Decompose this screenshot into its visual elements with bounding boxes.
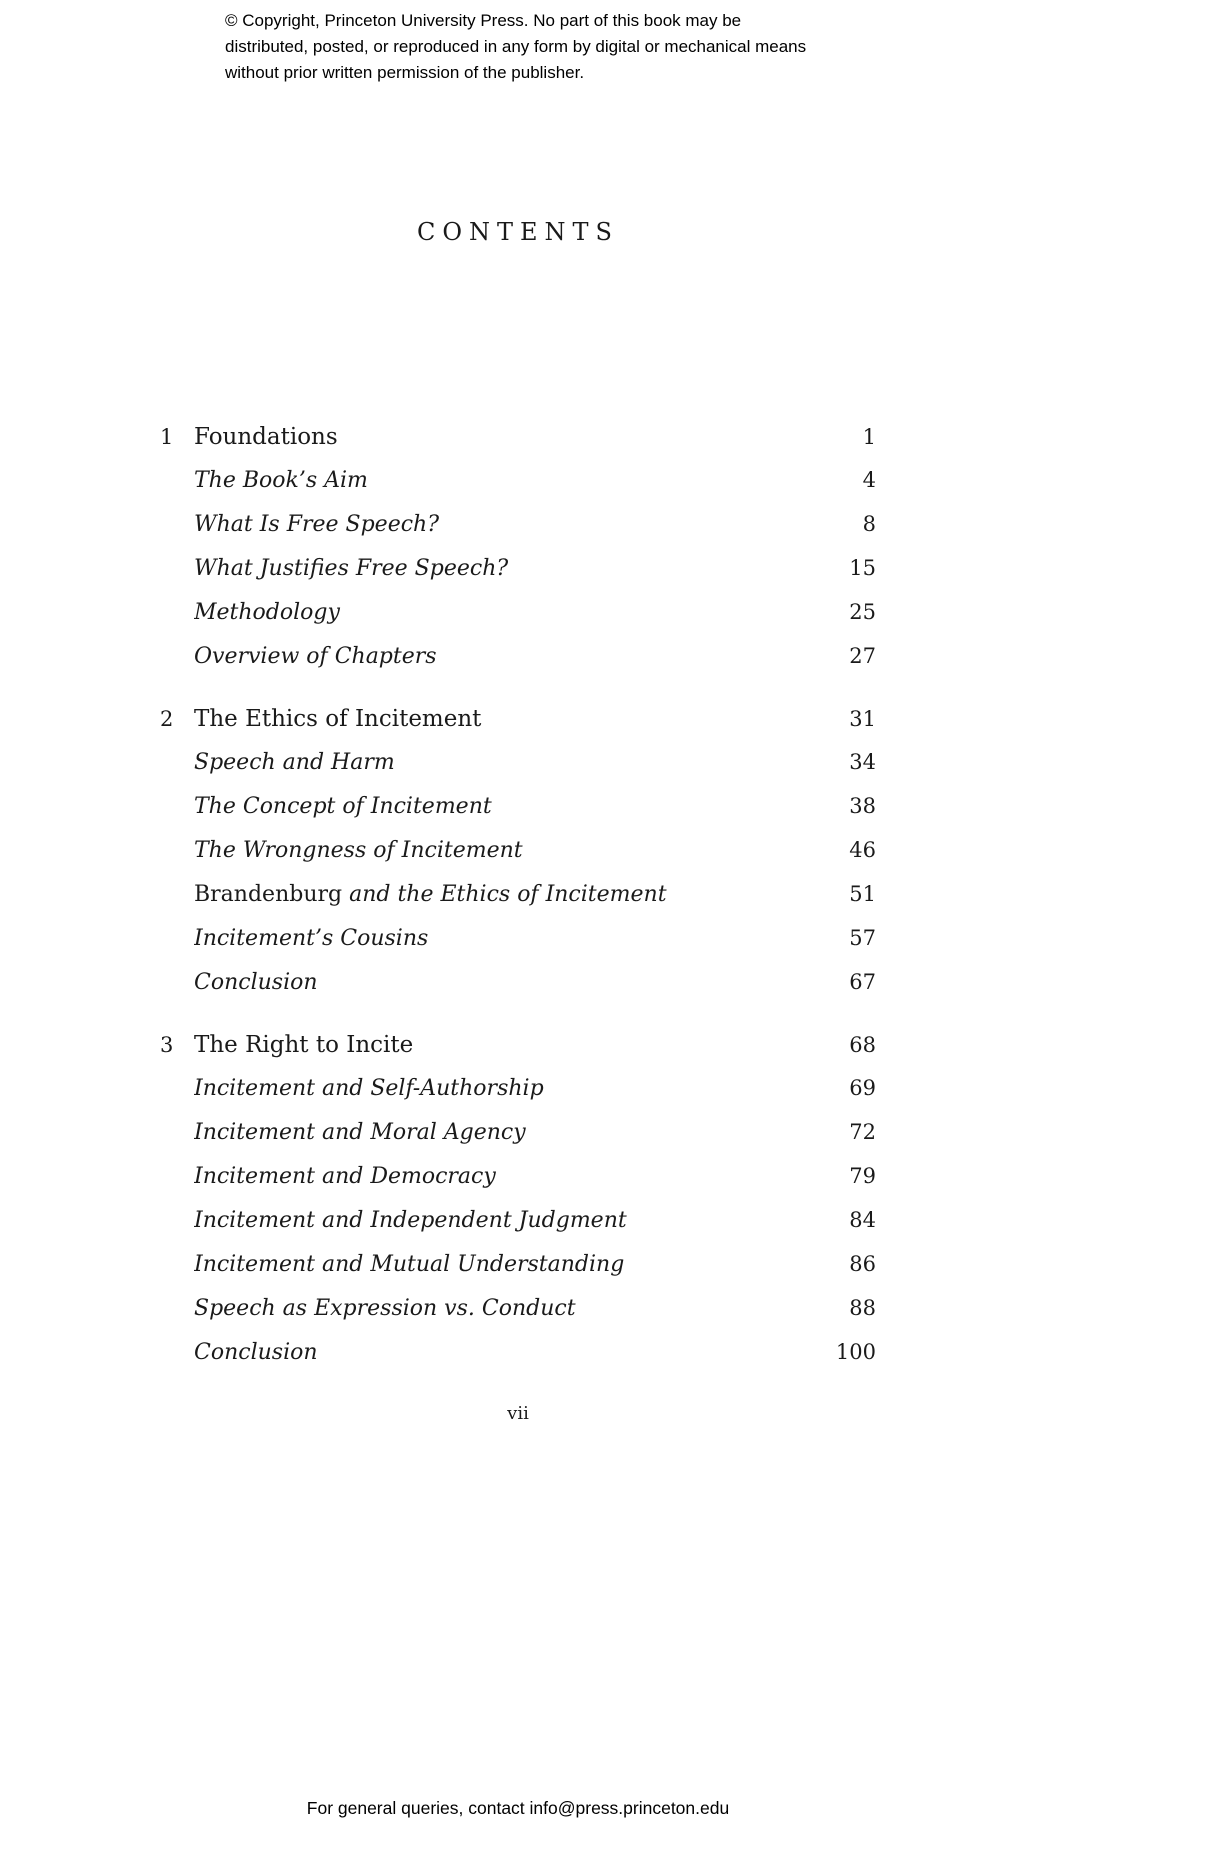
section-title <box>194 1164 832 1189</box>
chapter-title: The Ethics of Incitement <box>194 706 482 732</box>
section-title-part: Incitement’s Cousins <box>194 926 429 951</box>
section-title-part: Brandenburg <box>194 882 350 907</box>
chapter-page-ref: 68 <box>849 1033 876 1057</box>
section-page-ref: 88 <box>849 1296 876 1320</box>
section-title <box>194 1340 832 1365</box>
toc-section-row <box>160 750 876 794</box>
section-title-part: Incitement and Moral Agency <box>194 1120 526 1145</box>
toc-section-row <box>160 926 876 970</box>
section-page-ref: 46 <box>849 838 876 862</box>
section-title-part: The Book’s Aim <box>194 468 368 493</box>
toc-section-row <box>160 512 876 556</box>
section-page-ref: 100 <box>835 1340 876 1364</box>
toc-section-row <box>160 1252 876 1296</box>
page-number: vii <box>507 1403 529 1424</box>
section-page-ref: 38 <box>849 794 876 818</box>
section-title-part: The Wrongness of Incitement <box>194 838 523 863</box>
toc-section-row <box>160 1296 876 1340</box>
section-title <box>194 600 832 625</box>
section-title <box>194 838 832 863</box>
chapter-group <box>160 706 876 1014</box>
section-page-ref: 79 <box>849 1164 876 1188</box>
toc-section-row <box>160 556 876 600</box>
chapter-page-ref: 1 <box>862 425 876 449</box>
toc-section-row <box>160 1120 876 1164</box>
section-page-ref: 15 <box>849 556 876 580</box>
section-title <box>194 926 832 951</box>
section-title-part: Overview of Chapters <box>194 644 437 669</box>
section-title-part: Conclusion <box>194 970 318 995</box>
section-page-ref: 69 <box>849 1076 876 1100</box>
section-page-ref: 8 <box>862 512 876 536</box>
chapter-title: The Right to Incite <box>194 1032 414 1058</box>
section-title <box>194 556 832 581</box>
section-page-ref: 25 <box>849 600 876 624</box>
toc-section-row <box>160 468 876 512</box>
chapter-group <box>160 1032 876 1384</box>
toc-section-row <box>160 1340 876 1384</box>
section-page-ref: 57 <box>849 926 876 950</box>
chapter-title: Foundations <box>194 424 338 450</box>
chapter-number: 3 <box>160 1033 174 1057</box>
section-title <box>194 750 832 775</box>
toc-chapter-row <box>160 1032 876 1076</box>
toc-section-row <box>160 1076 876 1120</box>
section-page-ref: 27 <box>849 644 876 668</box>
section-title <box>194 1252 832 1277</box>
section-title-part: and the Ethics of Incitement <box>349 882 667 907</box>
toc-section-row <box>160 1208 876 1252</box>
section-title <box>194 512 832 537</box>
section-page-ref: 86 <box>849 1252 876 1276</box>
section-title-part: Incitement and Mutual Understanding <box>194 1252 625 1277</box>
section-title <box>194 970 832 995</box>
section-title-part: The Concept of Incitement <box>194 794 492 819</box>
chapter-number: 1 <box>160 425 174 449</box>
section-title-part: Conclusion <box>194 1340 318 1365</box>
footer-contact: For general queries, contact info@press.princeton.edu <box>306 1798 730 1818</box>
section-title-part: Speech as Expression vs. Conduct <box>194 1296 576 1321</box>
section-page-ref: 72 <box>849 1120 876 1144</box>
section-title <box>194 1296 832 1321</box>
chapter-page-ref: 31 <box>849 707 876 731</box>
section-title-part: Incitement and Independent Judgment <box>194 1208 627 1233</box>
toc-section-row <box>160 970 876 1014</box>
chapter-group <box>160 424 876 688</box>
section-page-ref: 51 <box>849 882 876 906</box>
section-title <box>194 882 832 907</box>
section-title-part: Incitement and Democracy <box>194 1164 496 1189</box>
toc-chapter-row <box>160 424 876 468</box>
section-title-part: Incitement and Self-Authorship <box>194 1076 544 1101</box>
table-of-contents <box>160 424 876 1402</box>
section-page-ref: 4 <box>862 468 876 492</box>
section-title <box>194 1120 832 1145</box>
section-title-part: What Is Free Speech? <box>194 512 439 537</box>
section-title <box>194 1208 832 1233</box>
toc-section-row <box>160 644 876 688</box>
section-title-part: Methodology <box>194 600 340 625</box>
toc-section-row <box>160 794 876 838</box>
toc-section-row <box>160 838 876 882</box>
toc-section-row <box>160 1164 876 1208</box>
section-title <box>194 468 832 493</box>
section-title-part: Speech and Harm <box>194 750 395 775</box>
copyright-notice: © Copyright, Princeton University Press. No part of this book may be distributed, posted, or reproduced in any form by digital or mechanical means without prior written permission of the publisher. <box>225 11 807 82</box>
section-title <box>194 1076 832 1101</box>
toc-chapter-row <box>160 706 876 750</box>
section-page-ref: 84 <box>849 1208 876 1232</box>
toc-section-row <box>160 600 876 644</box>
section-title <box>194 644 832 669</box>
toc-section-row <box>160 882 876 926</box>
section-title <box>194 794 832 819</box>
section-page-ref: 34 <box>849 750 876 774</box>
section-title-part: What Justifies Free Speech? <box>194 556 509 581</box>
page-title: CONTENTS <box>416 218 619 246</box>
section-page-ref: 67 <box>849 970 876 994</box>
chapter-number: 2 <box>160 707 174 731</box>
